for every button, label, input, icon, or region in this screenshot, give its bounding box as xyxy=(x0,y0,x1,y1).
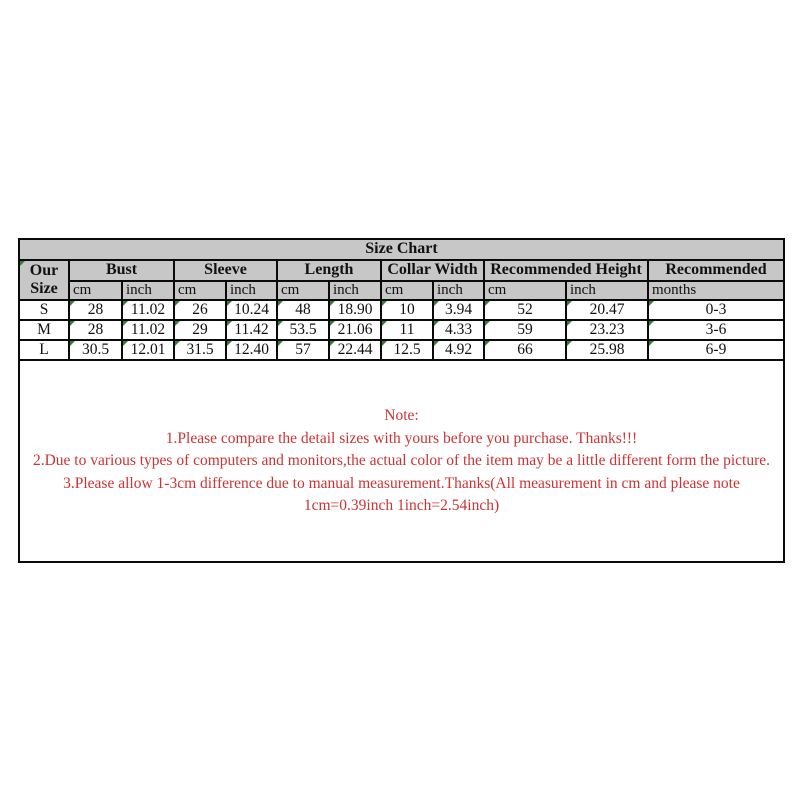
data-cell xyxy=(566,320,648,340)
note-line-1: 1.Please compare the detail sizes with yours before you purchase. Thanks!!! xyxy=(165,429,638,447)
header-group-row xyxy=(19,260,784,281)
header-our-size xyxy=(19,260,69,300)
cell-value: 12.5 xyxy=(393,341,421,359)
cell-value: 10.24 xyxy=(234,301,269,319)
size-chart-title: Size Chart xyxy=(19,239,784,260)
data-cell xyxy=(433,340,484,360)
data-cell xyxy=(69,300,122,320)
cell-flag-icon xyxy=(649,301,654,306)
data-cell xyxy=(329,300,381,320)
data-cell xyxy=(433,320,484,340)
cell-flag-icon xyxy=(434,321,439,326)
cell-flag-icon xyxy=(70,341,75,346)
cell-value: 48 xyxy=(295,301,311,319)
cell-value: 4.33 xyxy=(444,321,473,339)
cell-flag-icon xyxy=(278,341,283,346)
note-line-3: 3.Please allow 1-3cm difference due to manual measurement.Thanks(All measurement in cm and please note xyxy=(63,474,740,492)
cell-value: 11.02 xyxy=(130,321,166,339)
cell-flag-icon xyxy=(382,301,387,306)
header-unit-row xyxy=(19,281,784,300)
data-cell xyxy=(226,320,277,340)
cell-value: 22.44 xyxy=(337,341,373,359)
cell-value: 10 xyxy=(399,301,415,319)
data-cell xyxy=(648,300,784,320)
unit-sleeve-cm: cm xyxy=(174,281,226,300)
title-row xyxy=(19,239,784,260)
cell-value: 12.40 xyxy=(234,341,269,359)
data-cell xyxy=(122,340,174,360)
data-cell xyxy=(484,300,566,320)
table-row-s xyxy=(19,300,784,320)
data-cell xyxy=(226,340,277,360)
data-cell xyxy=(329,340,381,360)
cell-flag-icon xyxy=(123,321,128,326)
data-cell xyxy=(381,340,433,360)
note-block xyxy=(20,405,783,518)
cell-value: 21.06 xyxy=(337,321,373,339)
cell-value: 31.5 xyxy=(186,341,214,359)
cell-flag-icon xyxy=(20,261,25,266)
cell-value: 52 xyxy=(517,301,533,319)
unit-collar-inch: inch xyxy=(433,281,484,300)
size-cell: S xyxy=(19,300,69,320)
data-cell xyxy=(484,320,566,340)
data-cell xyxy=(174,320,226,340)
cell-flag-icon xyxy=(70,301,75,306)
header-bust: Bust xyxy=(69,260,174,281)
note-heading: Note: xyxy=(384,407,419,424)
data-cell xyxy=(226,300,277,320)
unit-height-cm: cm xyxy=(484,281,566,300)
cell-flag-icon xyxy=(567,301,572,306)
cell-value: 23.23 xyxy=(589,321,625,339)
cell-value: 66 xyxy=(517,341,533,359)
size-chart-table xyxy=(18,238,785,563)
note-line-4: 1cm=0.39inch 1inch=2.54inch) xyxy=(303,497,500,514)
cell-value: 30.5 xyxy=(81,341,110,359)
cell-flag-icon xyxy=(175,321,180,326)
data-cell xyxy=(484,340,566,360)
cell-value: 28 xyxy=(87,321,104,339)
data-cell xyxy=(277,300,329,320)
cell-flag-icon xyxy=(278,321,283,326)
header-length: Length xyxy=(277,260,381,281)
unit-bust-inch: inch xyxy=(122,281,174,300)
unit-sleeve-inch: inch xyxy=(226,281,277,300)
data-cell xyxy=(122,320,174,340)
header-collar-width: Collar Width xyxy=(381,260,484,281)
cell-flag-icon xyxy=(485,301,490,306)
cell-flag-icon xyxy=(227,301,232,306)
cell-value: 26 xyxy=(192,301,208,319)
cell-value: 57 xyxy=(295,341,311,359)
header-size: Size xyxy=(30,280,58,298)
cell-flag-icon xyxy=(485,341,490,346)
data-cell xyxy=(174,300,226,320)
cell-flag-icon xyxy=(175,301,180,306)
header-sleeve: Sleeve xyxy=(174,260,277,281)
data-cell xyxy=(433,300,484,320)
size-cell: M xyxy=(19,320,69,340)
table-row-l xyxy=(19,340,784,360)
data-cell xyxy=(277,340,329,360)
cell-value: 6-9 xyxy=(705,341,727,359)
size-cell: L xyxy=(19,340,69,360)
cell-flag-icon xyxy=(227,341,232,346)
data-cell xyxy=(381,300,433,320)
cell-flag-icon xyxy=(123,341,128,346)
cell-flag-icon xyxy=(567,341,572,346)
cell-flag-icon xyxy=(649,321,654,326)
data-cell xyxy=(122,300,174,320)
cell-value: 4.92 xyxy=(444,341,473,359)
note-row xyxy=(19,360,784,562)
note-line-2: 2.Due to various types of computers and monitors,the actual color of the item may be a little different form the picture. xyxy=(32,452,771,469)
cell-flag-icon xyxy=(330,301,335,306)
data-cell xyxy=(174,340,226,360)
data-cell xyxy=(69,320,122,340)
cell-value: 11.02 xyxy=(130,301,166,319)
data-cell xyxy=(566,340,648,360)
cell-value: 0-3 xyxy=(705,301,727,319)
data-cell xyxy=(277,320,329,340)
cell-value: 59 xyxy=(517,321,533,339)
cell-flag-icon xyxy=(278,301,283,306)
cell-flag-icon xyxy=(434,301,439,306)
cell-flag-icon xyxy=(485,321,490,326)
cell-flag-icon xyxy=(70,321,75,326)
cell-flag-icon xyxy=(382,341,387,346)
cell-value: 12.01 xyxy=(130,341,166,359)
cell-value: 25.98 xyxy=(589,341,625,359)
cell-flag-icon xyxy=(649,341,654,346)
header-recommended-height: Recommended Height xyxy=(484,260,648,281)
unit-height-inch: inch xyxy=(566,281,648,300)
cell-flag-icon xyxy=(123,301,128,306)
cell-value: 3.94 xyxy=(444,301,473,319)
unit-months: months xyxy=(648,281,784,300)
data-cell xyxy=(69,340,122,360)
note-cell xyxy=(19,360,784,562)
unit-length-cm: cm xyxy=(277,281,329,300)
cell-value: 20.47 xyxy=(589,301,625,319)
unit-length-inch: inch xyxy=(329,281,381,300)
unit-bust-cm: cm xyxy=(69,281,122,300)
data-cell xyxy=(329,320,381,340)
table-row-m xyxy=(19,320,784,340)
cell-value: 29 xyxy=(192,321,208,339)
cell-value: 11 xyxy=(399,321,415,339)
cell-value: 28 xyxy=(87,301,104,319)
data-cell xyxy=(648,320,784,340)
cell-value: 53.5 xyxy=(289,321,317,339)
cell-value: 3-6 xyxy=(705,321,727,339)
header-recommended: Recommended xyxy=(648,260,784,281)
cell-flag-icon xyxy=(567,321,572,326)
data-cell xyxy=(381,320,433,340)
unit-collar-cm: cm xyxy=(381,281,433,300)
cell-flag-icon xyxy=(330,321,335,326)
cell-flag-icon xyxy=(434,341,439,346)
cell-value: 18.90 xyxy=(337,301,373,319)
cell-value: 11.42 xyxy=(234,321,269,339)
header-our: Our xyxy=(29,261,59,279)
cell-flag-icon xyxy=(227,321,232,326)
data-cell xyxy=(566,300,648,320)
cell-flag-icon xyxy=(330,341,335,346)
cell-flag-icon xyxy=(382,321,387,326)
cell-flag-icon xyxy=(175,341,180,346)
data-cell xyxy=(648,340,784,360)
